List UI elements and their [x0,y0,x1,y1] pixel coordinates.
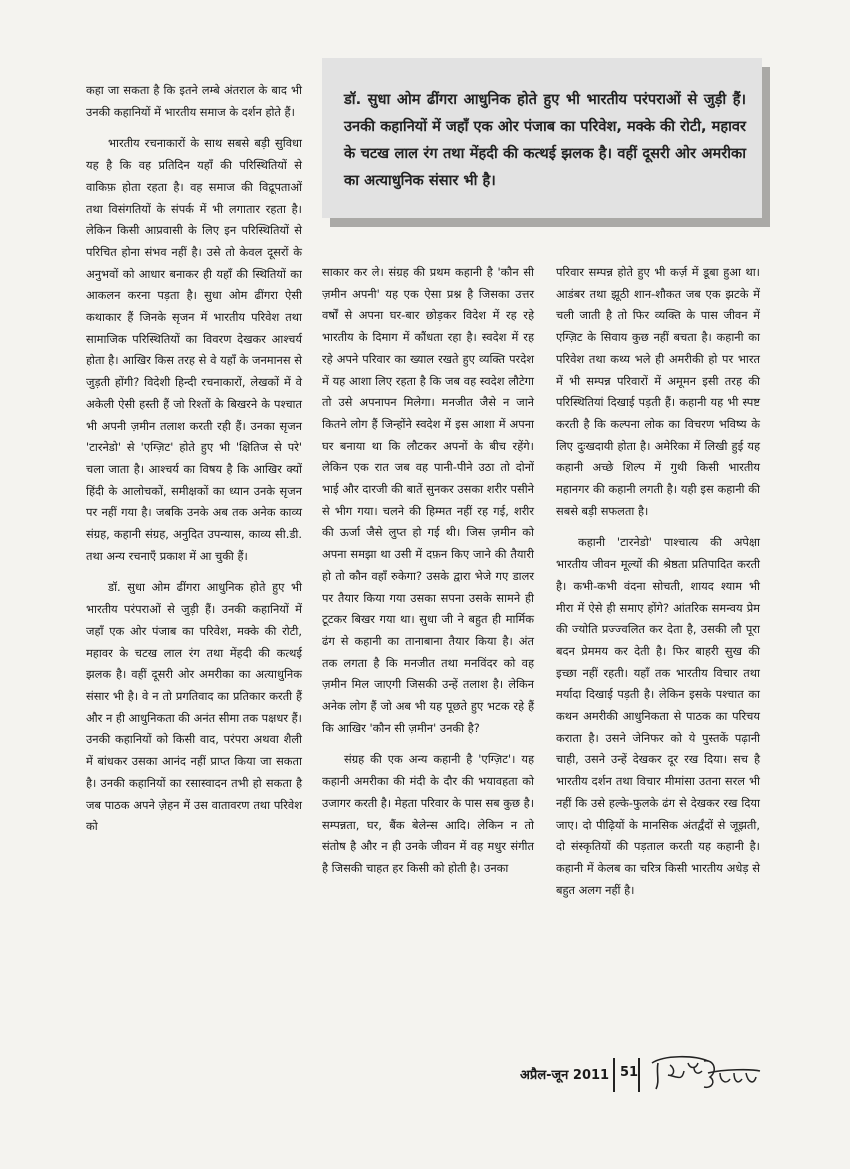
paragraph: साकार कर ले। संग्रह की प्रथम कहानी है 'कौन सी ज़मीन अपनी' यह एक ऐसा प्रश्न है जिसका उत्तर वर्षों से अपना घर-बार छोड़कर विदेश में रह रहे भारतीय के दिमाग में कौंधता रहा है। स्वदेश में रह रहे अपने परिवार का ख्याल रखते हुए व्यक्ति परदेश में यह आशा लिए रहता है कि जब वह स्वदेश लौटेगा तो उसे अपनापन मिलेगा। मनजीत जैसे न जाने कितने लोग हैं जिन्होंने स्वदेश में इस आशा में अपना घर बनाया था कि लौटकर अपनों के बीच रहेंगे। लेकिन एक रात जब वह पानी-पीने उठा तो दोनों भाई और दारजी की बातें सुनकर उसका शरीर पसीने से भीग गया। चलने की हिम्मत नहीं रह गई, शरीर की ऊर्जा जैसे लुप्त हो गई थी। जिस ज़मीन को अपना समझा था उसी में दफ़न किए जाने की तैयारी हो तो कौन वहाँ रुकेगा? उसके द्वारा भेजे गए डालर पर तैयार किया गया उसका सपना उसके सामने ही टूटकर बिखर गया था। सुधा जी ने बहुत ही मार्मिक ढंग से कहानी का तानाबाना तैयार किया है। अंत तक लगता है कि मनजीत तथा मनविंदर को वह ज़मीन मिल जाएगी जिसकी उन्हें तलाश है। लेकिन अनेक लोग हैं जो अब भी यह पूछते हुए भटक रहे हैं कि आखिर 'कौन सी ज़मीन' उनकी है? [322,265,534,735]
pull-quote-box [322,58,762,218]
paragraph: डॉ. सुधा ओम ढींगरा आधुनिक होते हुए भी भारतीय परंपराओं से जुड़ी हैं। उनकी कहानियों में जहाँ एक ओर पंजाब का परिवेश, मक्के की रोटी, महावर के चटख लाल रंग तथा मेंहदी की कत्थई झलक है। वहीं दूसरी ओर अमरीका का अत्याधुनिक संसार भी है। वे न तो प्रगतिवाद का प्रतिकार करती हैं और न ही आधुनिकता की अनंत सीमा तक पक्षधर हैं। उनकी कहानियों को किसी वाद, परंपरा अथवा शैली में बांधकर उसका आनंद नहीं प्राप्त किया जा सकता है। उनकी कहानियों का रसास्वादन तभी हो सकता है जब पाठक अपने ज़ेहन में उस वातावरण तथा परिवेश को [86,580,302,834]
issue-date: अप्रैल-जून 2011 [520,1068,610,1083]
paragraph: कहानी 'टारनेडो' पाश्चात्य की अपेक्षा भारतीय जीवन मूल्यों की श्रेष्ठता प्रतिपादित करती है। कभी-कभी वंदना सोचती, शायद श्याम भी मीरा में ऐसे ही समाए होंगे? आंतरिक समन्वय प्रेम की ज्योति प्रज्ज्वलित कर देता है, उसकी लौ पूरा बदन प्रेममय कर देती है। फिर बाहरी सुख की इच्छा नहीं रहती। यहाँ तक भारतीय विचार तथा मर्यादा दिखाई पड़ती है। लेकिन इसके पश्चात का कथन अमरीकी आधुनिकता से पाठक का परिचय कराता है। उसने जेनिफर को ये पुस्तकें पढ़ानी चाही, उसने उन्हें देखकर दूर रख दिया। सच है भारतीय दर्शन तथा विचार मीमांसा उतना सरल भी नहीं कि उसे हल्के-फुलके ढंग से देखकर रख दिया जाए। दो पीढ़ियों के मानसिक अंतर्द्वंदों से जूझती, दो संस्कृतियों की पड़ताल करती यह कहानी है। कहानी में केलब का चरित्र किसी भारतीय अधेड़ से बहुत अलग नहीं है। [556,535,760,897]
pull-quote-text: डॉ. सुधा ओम ढींगरा आधुनिक होते हुए भी भारतीय परंपराओं से जुड़ी हैं। उनकी कहानियों में जहाँ एक ओर पंजाब का परिवेश, मक्के की रोटी, महावर के चटख लाल रंग तथा मेंहदी की कत्थई झलक है। वहीं दूसरी ओर अमरीका का अत्याधुनिक संसार भी है। [344,91,746,189]
text-column-3 [556,262,760,911]
page-number: 51 [620,1065,639,1080]
text-column-2 [322,262,534,890]
footer-divider [613,1058,615,1092]
page-footer [520,1055,780,1095]
text-column-1 [86,80,302,848]
magazine-logo [644,1051,764,1095]
paragraph: संग्रह की एक अन्य कहानी है 'एग्ज़िट'। यह कहानी अमरीका की मंदी के दौर की भयावहता को उजागर करती है। मेहता परिवार के पास सब कुछ है। सम्पन्नता, घर, बैंक बेलेन्स आदि। लेकिन न तो संतोष है और न ही उनके जीवन में वह मधुर संगीत है जिसकी चाहत हर किसी को होती है। उनका [322,752,535,875]
paragraph: भारतीय रचनाकारों के साथ सबसे बड़ी सुविधा यह है कि वह प्रतिदिन यहाँ की परिस्थितियों से वाकिफ़ होता रहता है। वह समाज की विद्रूपताओं तथा विसंगतियों के संपर्क में भी लगातार रहता है। लेकिन किसी आप्रवासी के लिए इन परिस्थितियों से परिचित होना संभव नहीं है। उसे तो केवल दूसरों के अनुभवों को आधार बनाकर ही यहाँ की स्थितियों का आकलन करना पड़ता है। सुधा ओम ढींगरा ऐसी कथाकार हैं जिनके सृजन में भारतीय परिवेश तथा सामाजिक परिस्थितियों का विवरण देखकर आश्चर्य होता है। आखिर किस तरह से वे यहाँ के जनमानस से जुड़ती होंगी? विदेशी हिन्दी रचनाकारों, लेखकों में वे अकेली ऐसी हस्ती हैं जो रिश्तों के बिखरने के पश्चात भी अपनी ज़मीन तलाश करती रही हैं। उनका सृजन 'टारनेडो' से 'एग्ज़िट' होते हुए भी 'क्षितिज से परे' चला जाता है। आश्चर्य का विषय है कि आखिर क्यों हिंदी के आलोचकों, समीक्षकों का ध्यान उनके सृजन पर नहीं गया है। जबकि उनके अब तक अनेक काव्य संग्रह, कहानी संग्रह, अनुदित उपन्यास, काव्य सी.डी. तथा अन्य रचनाएँ प्रकाश में आ चुकी हैं। [86,136,302,563]
paragraph: कहा जा सकता है कि इतने लम्बे अंतराल के बाद भी उनकी कहानियों में भारतीय समाज के दर्शन होते हैं। [86,83,302,119]
footer-divider [638,1058,640,1092]
paragraph: परिवार सम्पन्न होते हुए भी कर्ज़ में डूबा हुआ था। आडंबर तथा झूठी शान-शौकत जब एक झटके में चली जाती है तो फिर व्यक्ति के पास जीवन में एग्ज़िट के सिवाय कुछ नहीं बचता है। कहानी का परिवेश तथा कथ्य भले ही अमरीकी हो पर भारत में भी सम्पन्न परिवारों में अमूमन इसी तरह की परिस्थितियां दिखाई पड़ती हैं। कहानी यह भी स्पष्ट करती है कि कल्पना लोक का विचरण भविष्य के लिए दुःखदायी होता है। अमेरिका में लिखी हुई यह कहानी अच्छे शिल्प में गुथी किसी भारतीय महानगर की कहानी लगती है। यही इस कहानी की सबसे बड़ी सफलता है। [556,265,760,518]
